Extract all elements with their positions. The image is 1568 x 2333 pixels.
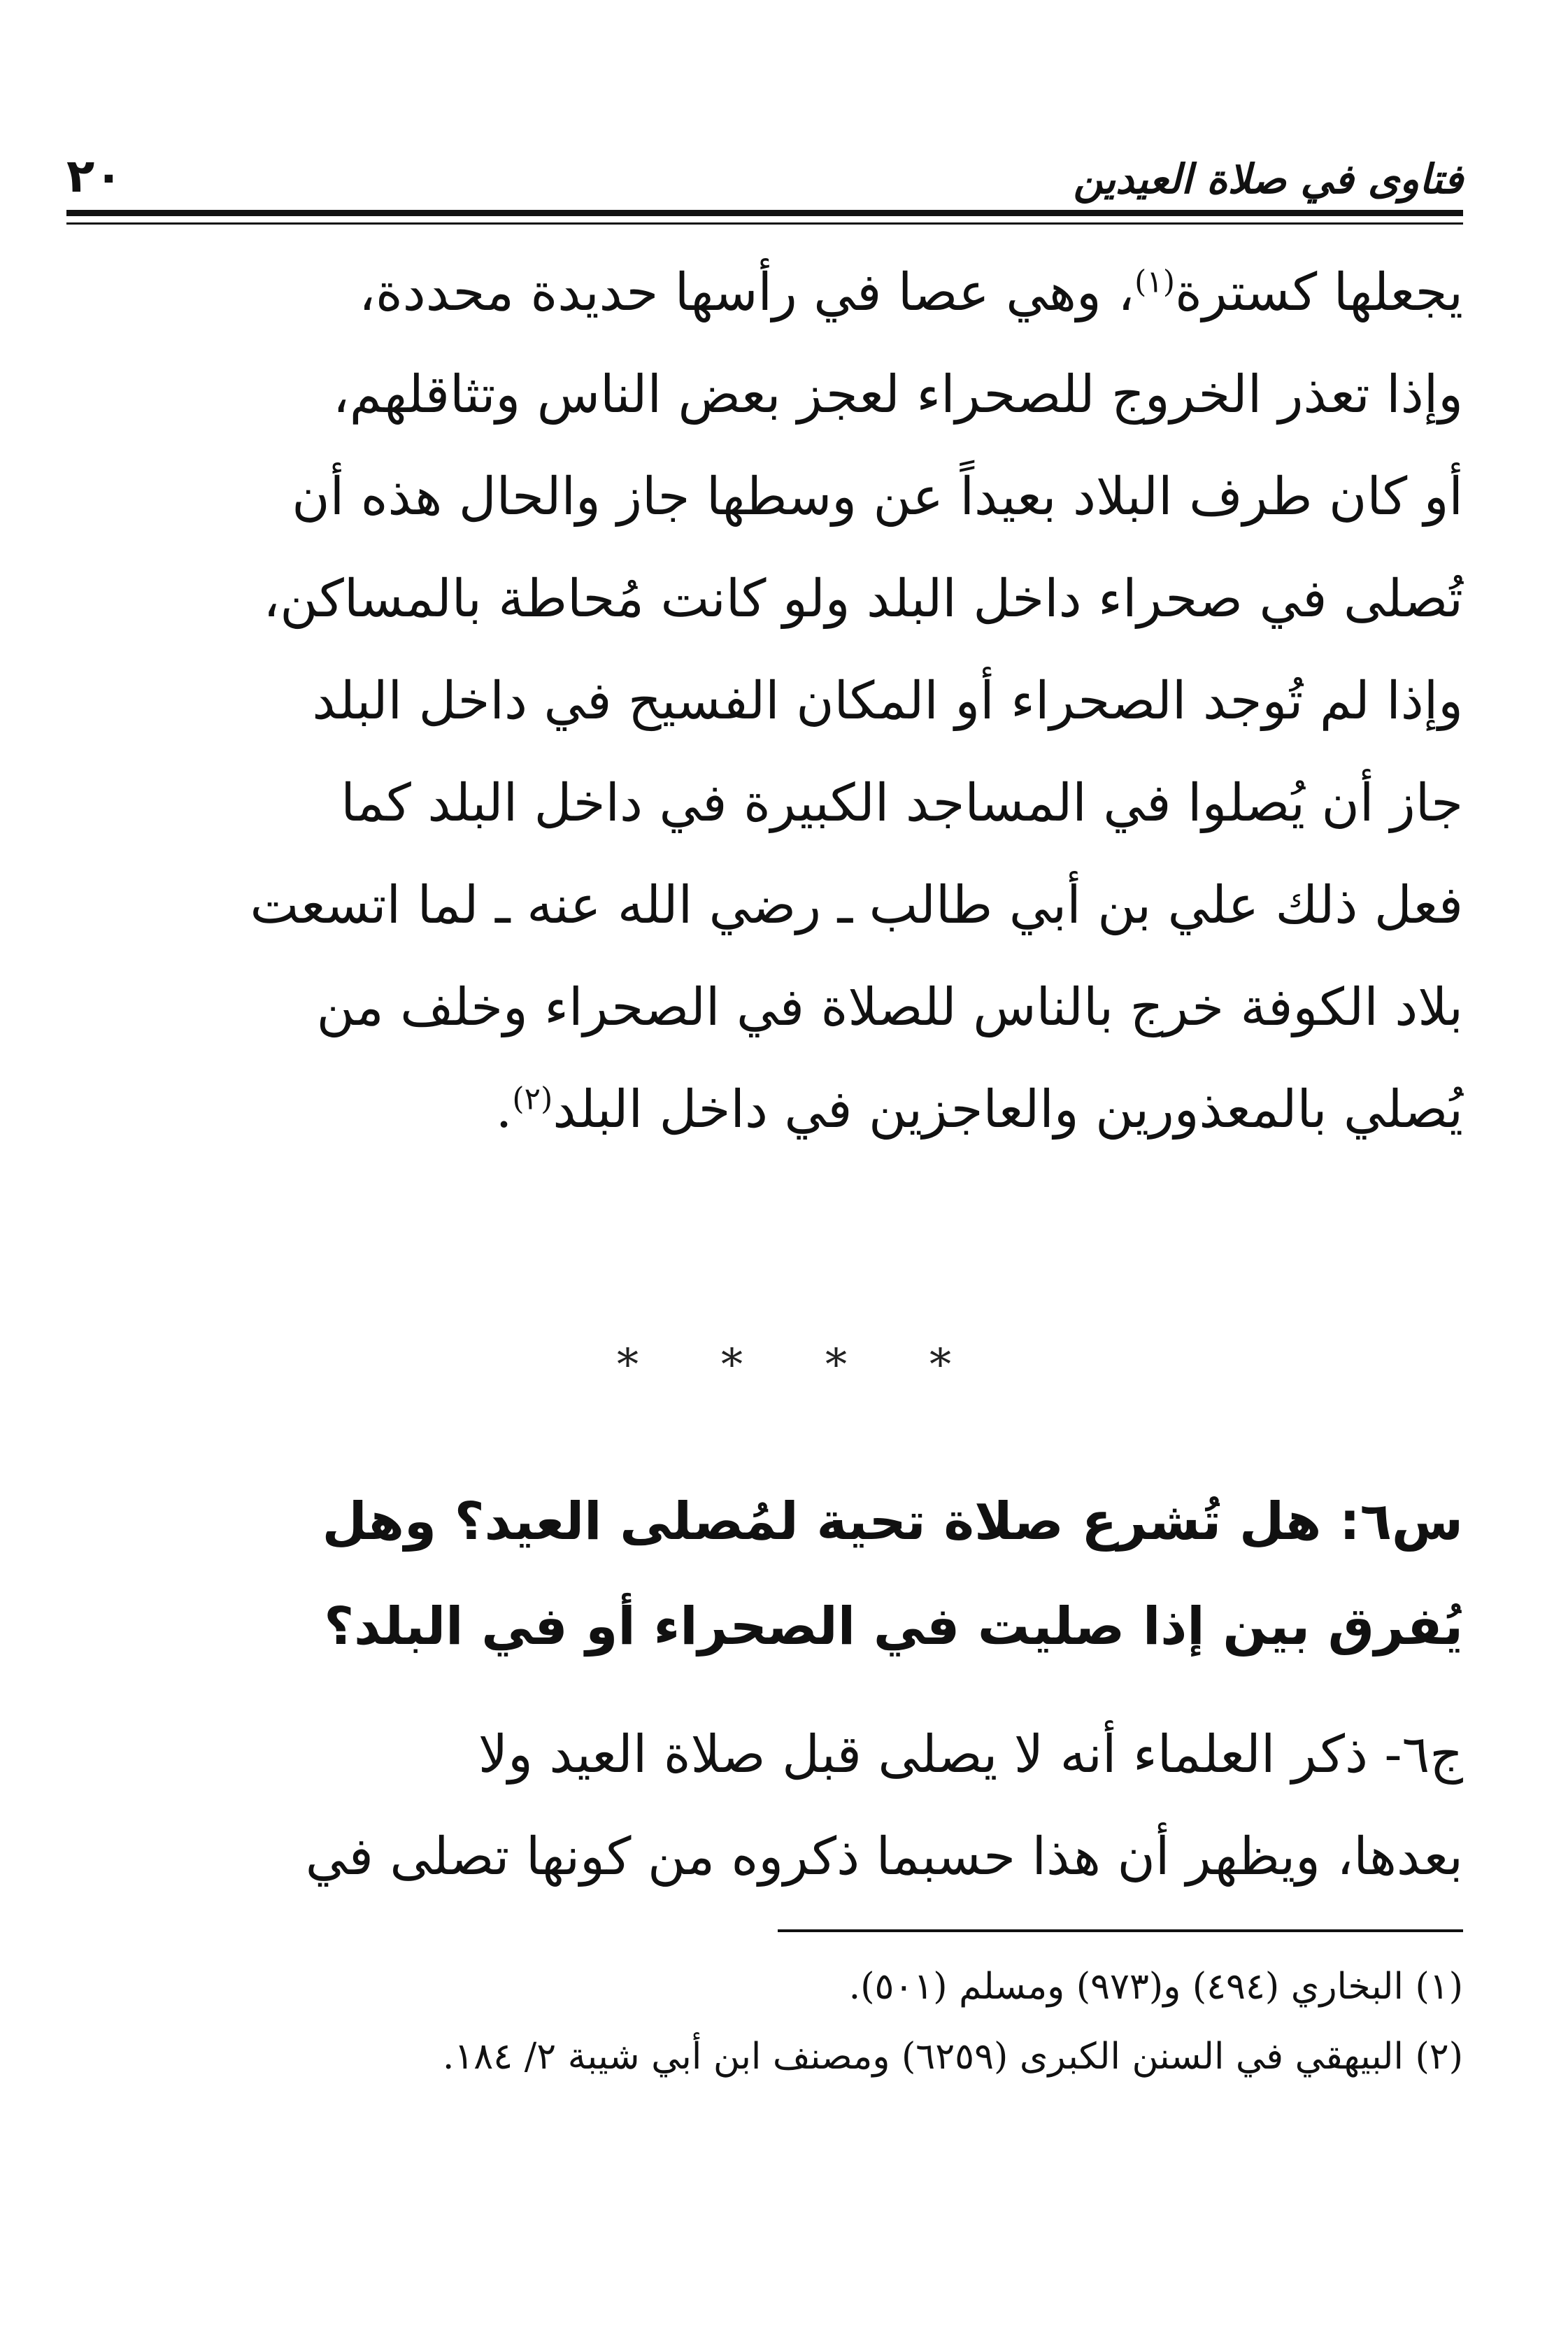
running-title: فتاوى في صلاة العيدين [1073, 155, 1463, 203]
body-line: وإذا لم تُوجد الصحراء أو المكان الفسيح في داخل البلد [312, 671, 1463, 731]
body-line: فعل ذلك علي بن أبي طالب ـ رضي الله عنه ـ لما اتسعت [250, 875, 1463, 935]
body-line: يجعلها كسترة$^{(١)}$، وهي عصا في رأسها حديدة محددة، [359, 262, 1463, 322]
footnotes [77, 1952, 1463, 2092]
page-number: ٢٠ [66, 149, 123, 203]
asterisk-ornament: * [825, 1339, 847, 1390]
asterisk-ornament: * [929, 1339, 951, 1390]
answer-line: ج٦- ذكر العلماء أنه لا يصلى قبل صلاة العيد ولا [478, 1724, 1463, 1785]
body-line: جاز أن يُصلوا في المساجد الكبيرة في داخل البلد كما [341, 773, 1463, 833]
header-rule-thin [66, 222, 1463, 225]
asterisk-ornament: * [721, 1339, 743, 1390]
question-line: يُفرق بين إذا صليت في الصحراء أو في البلد؟ [324, 1596, 1463, 1657]
footnote-2: (٢) البيهقي في السنن الكبرى (٦٢٥٩) ومصنف ابن أبي شيبة ٢/ ١٨٤. [442, 2036, 1463, 2078]
body-paragraph [77, 241, 1463, 1161]
body-line: وإذا تعذر الخروج للصحراء لعجز بعض الناس وتثاقلهم، [332, 364, 1463, 425]
footnote-separator [778, 1929, 1463, 1932]
footnote-1: (١) البخاري (٤٩٤) و(٩٧٣) ومسلم (٥٠١). [848, 1966, 1463, 2008]
header-rule-thick [66, 210, 1463, 216]
body-line: يُصلي بالمعذورين والعاجزين في داخل البلد$^{(٢)}$. [495, 1079, 1463, 1140]
question-line: س٦: هل تُشرع صلاة تحية لمُصلى العيد؟ وهل [322, 1491, 1463, 1552]
body-line: أو كان طرف البلاد بعيداً عن وسطها جاز والحال هذه أن [292, 467, 1463, 527]
answer-paragraph [77, 1703, 1463, 1908]
footnote-marker: (١) [1134, 264, 1176, 300]
question-heading [77, 1469, 1463, 1679]
body-line: تُصلى في صحراء داخل البلد ولو كانت مُحاطة بالمساكن، [263, 569, 1463, 629]
page-header [66, 129, 1463, 203]
answer-line: بعدها، ويظهر أن هذا حسبما ذكروه من كونها تصلى في [305, 1827, 1463, 1887]
asterisk-ornament: * [617, 1339, 639, 1390]
body-line: بلاد الكوفة خرج بالناس للصلاة في الصحراء وخلف من [316, 977, 1463, 1037]
footnote-marker: (٢) [512, 1081, 553, 1117]
section-separator [0, 1339, 1568, 1390]
